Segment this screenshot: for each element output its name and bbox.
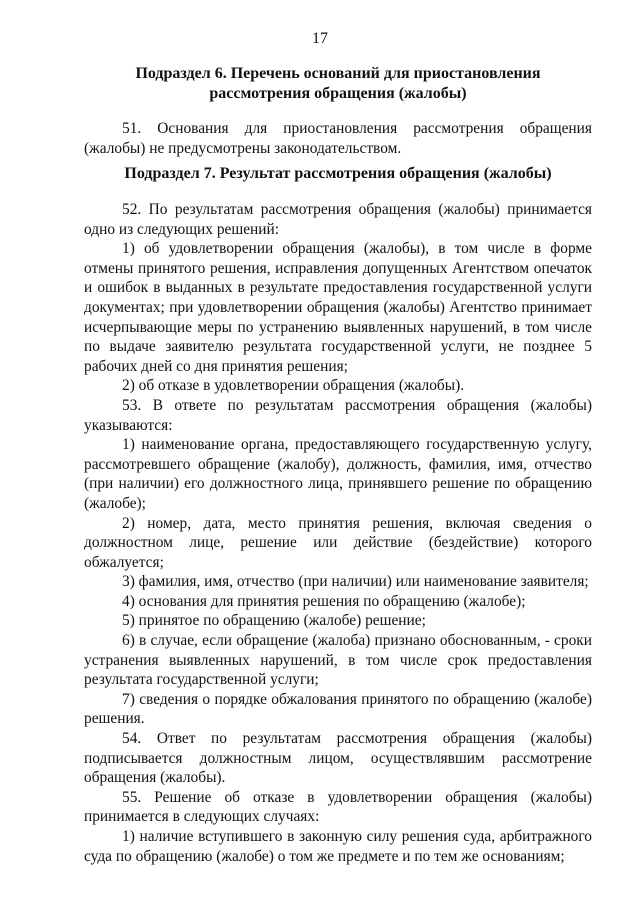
- paragraph-53-item6: 6) в случае, если обращение (жалоба) признано обоснованным, - сроки устранения выявленных нарушений, в том числе срок предоставления результата государственной услуги;: [84, 632, 592, 689]
- section7-body: [84, 200, 592, 866]
- paragraph-54: 54. Ответ по результатам рассмотрения обращения (жалобы) подписывается должностным лицом, осуществлявшим рассмотрение обращения (жалобы).: [84, 730, 592, 787]
- section7-heading: Подраздел 7. Результат рассмотрения обращения (жалобы): [124, 165, 552, 182]
- section6-heading-line1: Подраздел 6. Перечень оснований для приостановления: [135, 65, 541, 82]
- paragraph-53-item2: 2) номер, дата, место принятия решения, включая сведения о должностном лице, решение или действие (бездействие) которого обжалуется;: [84, 514, 592, 571]
- paragraph-53-item1: 1) наименование органа, предоставляющего государственную услугу, рассмотревшего обращение (жалобу), должность, фамилия, имя, отчество (при наличии) его должностного лица, принявшего решение по обращению (жалобе);: [84, 436, 592, 512]
- paragraph-53-item4: 4) основания для принятия решения по обращению (жалобе);: [122, 592, 526, 610]
- paragraph-52-item2: 2) об отказе в удовлетворении обращения (жалобы).: [122, 377, 465, 395]
- section6-body: [84, 119, 592, 158]
- paragraph-52-item1: 1) об удовлетворении обращения (жалобы), в том числе в форме отмены принятого решения, исправления допущенных Агентством опечаток и ошибок в выданных в результате предоставления государственной услуги документах; при удовлетворении обращения (жалобы) Агентство принимает исчерпывающие меры по устранению выявленных нарушений, в том числе по выдаче заявителю результата государственной услуги, не позднее 5 рабочих дней со дня принятия решения;: [84, 240, 592, 375]
- page-number: 17: [312, 30, 328, 47]
- paragraph-53-item7: 7) сведения о порядке обжалования принятого по обращению (жалобе) решения.: [84, 690, 592, 728]
- paragraph-53-item5: 5) принятое по обращению (жалобе) решение;: [122, 612, 426, 630]
- section6-heading-line2: рассмотрения обращения (жалобы): [209, 85, 467, 102]
- paragraph-55: 55. Решение об отказе в удовлетворении обращения (жалобы) принимается в следующих случаях:: [84, 788, 592, 826]
- section6-heading: [84, 64, 592, 104]
- paragraph-53: 53. В ответе по результатам рассмотрения обращения (жалобы) указываются:: [84, 396, 592, 434]
- paragraph-51: 51. Основания для приостановления рассмотрения обращения (жалобы) не предусмотрены законодательством.: [84, 120, 592, 157]
- paragraph-53-item3: 3) фамилия, имя, отчество (при наличии) или наименование заявителя;: [122, 573, 589, 591]
- paragraph-55-item1: 1) наличие вступившего в законную силу решения суда, арбитражного суда по обращению (жалобе) о том же предмете и по тем же основаниям;: [84, 828, 592, 865]
- paragraph-52: 52. По результатам рассмотрения обращения (жалобы) принимается одно из следующих решений:: [84, 201, 592, 238]
